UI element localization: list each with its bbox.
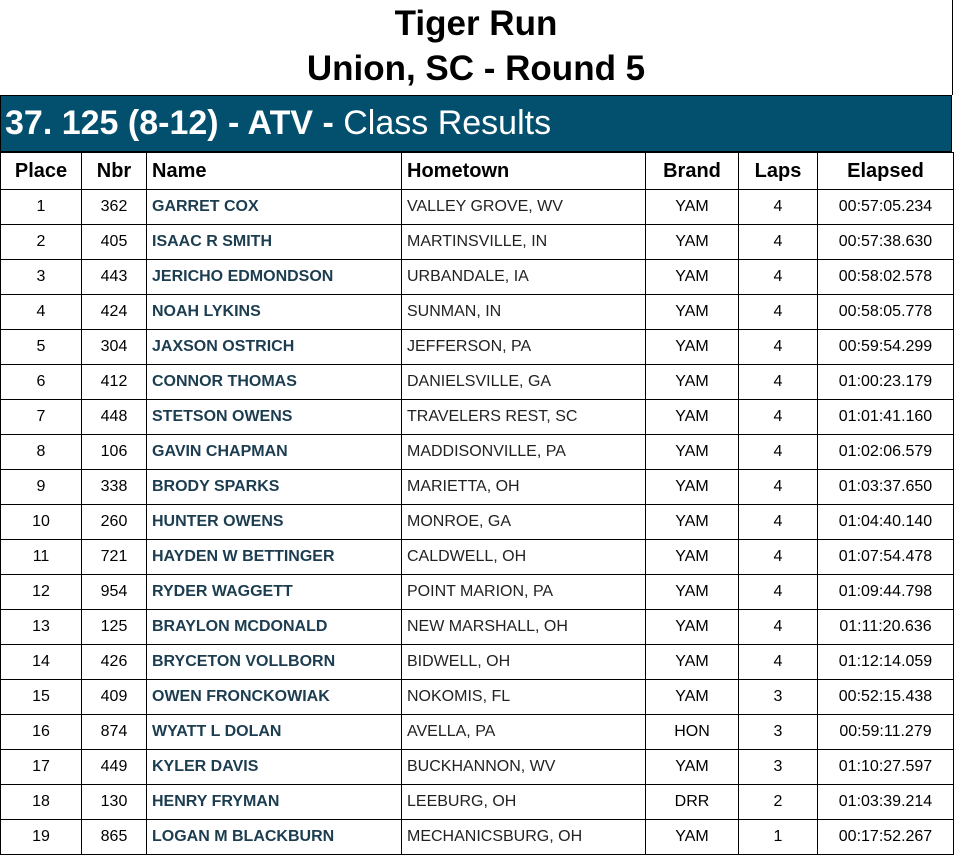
cell-brand: YAM	[646, 750, 739, 785]
cell-name: NOAH LYKINS	[147, 295, 402, 330]
cell-elapsed: 00:59:54.299	[818, 330, 954, 365]
cell-nbr: 409	[82, 680, 147, 715]
cell-place: 18	[1, 785, 82, 820]
cell-brand: YAM	[646, 610, 739, 645]
cell-hometown: MONROE, GA	[402, 505, 646, 540]
table-row	[1, 295, 954, 330]
table-row	[1, 680, 954, 715]
cell-hometown: VALLEY GROVE, WV	[402, 190, 646, 225]
event-title: Tiger Run	[394, 4, 558, 43]
cell-laps: 4	[739, 330, 818, 365]
cell-name: GARRET COX	[147, 190, 402, 225]
cell-hometown: BUCKHANNON, WV	[402, 750, 646, 785]
cell-place: 3	[1, 260, 82, 295]
cell-name: LOGAN M BLACKBURN	[147, 820, 402, 855]
cell-laps: 3	[739, 680, 818, 715]
cell-elapsed: 01:03:37.650	[818, 470, 954, 505]
cell-nbr: 106	[82, 435, 147, 470]
cell-elapsed: 00:58:05.778	[818, 295, 954, 330]
cell-laps: 4	[739, 435, 818, 470]
cell-nbr: 125	[82, 610, 147, 645]
cell-elapsed: 01:03:39.214	[818, 785, 954, 820]
cell-elapsed: 01:00:23.179	[818, 365, 954, 400]
cell-name: JERICHO EDMONDSON	[147, 260, 402, 295]
cell-hometown: JEFFERSON, PA	[402, 330, 646, 365]
cell-name: GAVIN CHAPMAN	[147, 435, 402, 470]
event-header	[0, 0, 953, 95]
cell-place: 12	[1, 575, 82, 610]
cell-nbr: 426	[82, 645, 147, 680]
cell-laps: 3	[739, 750, 818, 785]
cell-nbr: 448	[82, 400, 147, 435]
table-row	[1, 540, 954, 575]
cell-laps: 4	[739, 400, 818, 435]
cell-laps: 4	[739, 295, 818, 330]
cell-place: 1	[1, 190, 82, 225]
cell-hometown: NOKOMIS, FL	[402, 680, 646, 715]
table-row	[1, 750, 954, 785]
cell-name: BRYCETON VOLLBORN	[147, 645, 402, 680]
table-row	[1, 820, 954, 855]
cell-brand: DRR	[646, 785, 739, 820]
cell-nbr: 260	[82, 505, 147, 540]
table-row	[1, 365, 954, 400]
cell-laps: 3	[739, 715, 818, 750]
col-header-place: Place	[1, 153, 82, 190]
class-title-bar	[0, 95, 952, 152]
cell-hometown: MADDISONVILLE, PA	[402, 435, 646, 470]
table-row	[1, 330, 954, 365]
cell-brand: YAM	[646, 330, 739, 365]
col-header-nbr: Nbr	[82, 153, 147, 190]
cell-brand: YAM	[646, 540, 739, 575]
col-header-brand: Brand	[646, 153, 739, 190]
cell-hometown: URBANDALE, IA	[402, 260, 646, 295]
cell-nbr: 874	[82, 715, 147, 750]
cell-laps: 1	[739, 820, 818, 855]
cell-brand: YAM	[646, 645, 739, 680]
cell-place: 14	[1, 645, 82, 680]
table-header-row	[1, 153, 954, 190]
cell-place: 2	[1, 225, 82, 260]
table-row	[1, 785, 954, 820]
cell-hometown: SUNMAN, IN	[402, 295, 646, 330]
cell-elapsed: 00:17:52.267	[818, 820, 954, 855]
results-body	[1, 190, 954, 855]
cell-elapsed: 01:04:40.140	[818, 505, 954, 540]
cell-name: HUNTER OWENS	[147, 505, 402, 540]
cell-elapsed: 00:58:02.578	[818, 260, 954, 295]
table-row	[1, 400, 954, 435]
cell-hometown: TRAVELERS REST, SC	[402, 400, 646, 435]
class-label: 37. 125 (8-12) - ATV -	[5, 104, 344, 142]
cell-brand: YAM	[646, 295, 739, 330]
cell-elapsed: 00:52:15.438	[818, 680, 954, 715]
cell-laps: 4	[739, 610, 818, 645]
cell-hometown: BIDWELL, OH	[402, 645, 646, 680]
cell-nbr: 338	[82, 470, 147, 505]
cell-laps: 2	[739, 785, 818, 820]
table-row	[1, 470, 954, 505]
cell-hometown: CALDWELL, OH	[402, 540, 646, 575]
cell-elapsed: 00:57:38.630	[818, 225, 954, 260]
cell-place: 13	[1, 610, 82, 645]
cell-hometown: MARIETTA, OH	[402, 470, 646, 505]
cell-laps: 4	[739, 260, 818, 295]
cell-laps: 4	[739, 190, 818, 225]
cell-place: 4	[1, 295, 82, 330]
cell-brand: YAM	[646, 470, 739, 505]
cell-name: STETSON OWENS	[147, 400, 402, 435]
cell-brand: YAM	[646, 680, 739, 715]
cell-hometown: MARTINSVILLE, IN	[402, 225, 646, 260]
cell-place: 17	[1, 750, 82, 785]
cell-brand: YAM	[646, 225, 739, 260]
cell-name: JAXSON OSTRICH	[147, 330, 402, 365]
cell-brand: YAM	[646, 190, 739, 225]
class-suffix: Class Results	[343, 104, 552, 142]
cell-name: OWEN FRONCKOWIAK	[147, 680, 402, 715]
table-row	[1, 645, 954, 680]
cell-name: HAYDEN W BETTINGER	[147, 540, 402, 575]
table-row	[1, 610, 954, 645]
cell-nbr: 130	[82, 785, 147, 820]
cell-place: 6	[1, 365, 82, 400]
cell-nbr: 721	[82, 540, 147, 575]
cell-laps: 4	[739, 575, 818, 610]
cell-elapsed: 01:11:20.636	[818, 610, 954, 645]
cell-laps: 4	[739, 540, 818, 575]
cell-place: 11	[1, 540, 82, 575]
cell-brand: YAM	[646, 505, 739, 540]
cell-elapsed: 01:01:41.160	[818, 400, 954, 435]
cell-hometown: MECHANICSBURG, OH	[402, 820, 646, 855]
table-row	[1, 575, 954, 610]
cell-name: KYLER DAVIS	[147, 750, 402, 785]
cell-hometown: AVELLA, PA	[402, 715, 646, 750]
cell-nbr: 304	[82, 330, 147, 365]
cell-elapsed: 01:09:44.798	[818, 575, 954, 610]
cell-elapsed: 01:07:54.478	[818, 540, 954, 575]
col-header-elapsed: Elapsed	[818, 153, 954, 190]
cell-place: 9	[1, 470, 82, 505]
results-table	[0, 152, 954, 855]
cell-elapsed: 01:10:27.597	[818, 750, 954, 785]
cell-brand: YAM	[646, 435, 739, 470]
table-row	[1, 225, 954, 260]
cell-hometown: POINT MARION, PA	[402, 575, 646, 610]
cell-laps: 4	[739, 470, 818, 505]
cell-nbr: 412	[82, 365, 147, 400]
cell-place: 16	[1, 715, 82, 750]
cell-brand: YAM	[646, 400, 739, 435]
cell-hometown: DANIELSVILLE, GA	[402, 365, 646, 400]
col-header-hometown: Hometown	[402, 153, 646, 190]
cell-nbr: 405	[82, 225, 147, 260]
cell-brand: HON	[646, 715, 739, 750]
cell-name: BRAYLON MCDONALD	[147, 610, 402, 645]
cell-name: ISAAC R SMITH	[147, 225, 402, 260]
col-header-name: Name	[147, 153, 402, 190]
cell-place: 5	[1, 330, 82, 365]
cell-name: CONNOR THOMAS	[147, 365, 402, 400]
cell-hometown: NEW MARSHALL, OH	[402, 610, 646, 645]
table-row	[1, 715, 954, 750]
cell-nbr: 424	[82, 295, 147, 330]
cell-name: BRODY SPARKS	[147, 470, 402, 505]
event-subtitle: Union, SC - Round 5	[306, 49, 646, 88]
table-row	[1, 260, 954, 295]
cell-brand: YAM	[646, 260, 739, 295]
cell-place: 7	[1, 400, 82, 435]
cell-place: 15	[1, 680, 82, 715]
cell-elapsed: 00:59:11.279	[818, 715, 954, 750]
cell-nbr: 362	[82, 190, 147, 225]
cell-elapsed: 01:02:06.579	[818, 435, 954, 470]
cell-brand: YAM	[646, 575, 739, 610]
cell-laps: 4	[739, 365, 818, 400]
cell-nbr: 954	[82, 575, 147, 610]
cell-brand: YAM	[646, 365, 739, 400]
cell-laps: 4	[739, 225, 818, 260]
col-header-laps: Laps	[739, 153, 818, 190]
cell-elapsed: 00:57:05.234	[818, 190, 954, 225]
cell-place: 10	[1, 505, 82, 540]
cell-name: RYDER WAGGETT	[147, 575, 402, 610]
cell-name: HENRY FRYMAN	[147, 785, 402, 820]
cell-place: 8	[1, 435, 82, 470]
cell-nbr: 443	[82, 260, 147, 295]
table-row	[1, 435, 954, 470]
cell-name: WYATT L DOLAN	[147, 715, 402, 750]
cell-brand: YAM	[646, 820, 739, 855]
cell-laps: 4	[739, 645, 818, 680]
table-row	[1, 505, 954, 540]
cell-laps: 4	[739, 505, 818, 540]
cell-place: 19	[1, 820, 82, 855]
cell-nbr: 865	[82, 820, 147, 855]
cell-elapsed: 01:12:14.059	[818, 645, 954, 680]
cell-hometown: LEEBURG, OH	[402, 785, 646, 820]
cell-nbr: 449	[82, 750, 147, 785]
table-row	[1, 190, 954, 225]
